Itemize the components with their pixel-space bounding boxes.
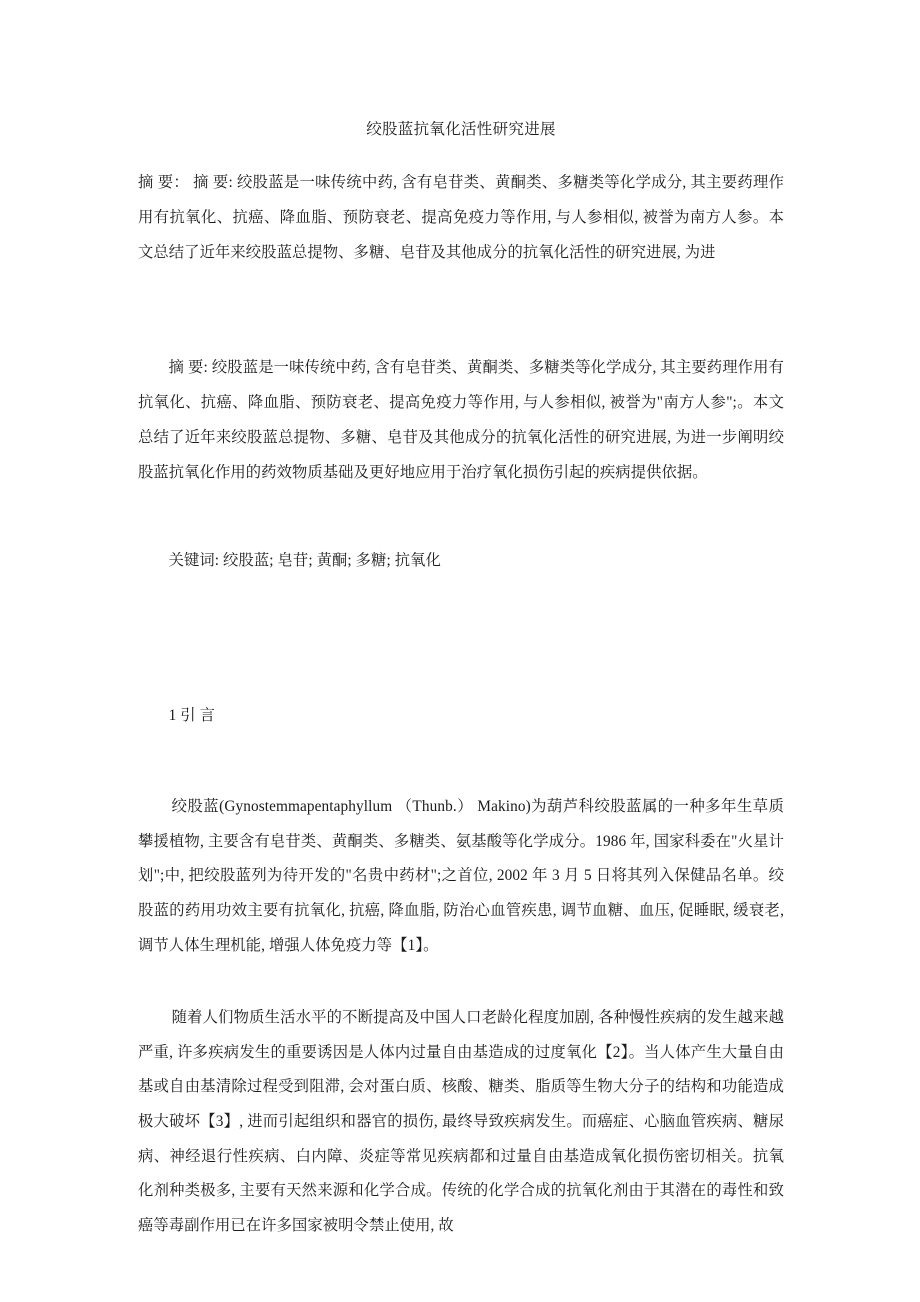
body-paragraph-1: 绞股蓝(Gynostemmapentaphyllum （Thunb.） Makino)为葫芦科绞股蓝属的一种多年生草质攀援植物, 主要含有皂苷类、黄酮类、多糖类、氨基酸等化学成分。1986 年, 国家科委在"火星计划";中, 把绞股蓝列为待开发的"名贵中药材";之首位, 2002 年 3 月 5 日将其列入保健品名单。绞股蓝的药用功效主要有抗氧化, 抗癌, 降血脂, 防治心血管疾患, 调节血糖、血压, 促睡眠, 缓衰老, 调节人体生理机能, 增强人体免疫力等【1】。	[138, 798, 788, 954]
abstract-block-primary: 摘 要： 摘 要: 绞股蓝是一味传统中药, 含有皂苷类、黄酮类、多糖类等化学成分, 其主要药理作用有抗氧化、抗癌、降血脂、预防衰老、提高免疫力等作用, 与人参相似, 被誉为南方人参。本文总结了近年来绞股蓝总提物、多糖、皂苷及其他成分的抗氧化活性的研究进展, 为进	[138, 174, 784, 262]
abstract-block-secondary: 摘 要: 绞股蓝是一味传统中药, 含有皂苷类、黄酮类、多糖类等化学成分, 其主要药理作用有抗氧化、抗癌、降血脂、预防衰老、提高免疫力等作用, 与人参相似, 被誉为"南方人参";。本文总结了近年来绞股蓝总提物、多糖、皂苷及其他成分的抗氧化活性的研究进展, 为进一步阐明绞股蓝抗氧化作用的药效物质基础及更好地应用于治疗氧化损伤引起的疾病提供依据。	[138, 359, 784, 482]
keywords-line: 关键词: 绞股蓝; 皂苷; 黄酮; 多糖; 抗氧化	[168, 552, 441, 570]
document-content	[138, 0, 788, 1243]
body-paragraph-2: 随着人们物质生活水平的不断提高及中国人口老龄化程度加剧, 各种慢性疾病的发生越来越严重, 许多疾病发生的重要诱因是人体内过量自由基造成的过度氧化【2】。当人体产生大量自由基或自由基清除过程受到阻滞, 会对蛋白质、核酸、糖类、脂质等生物大分子的结构和功能造成极大破坏【3】, 进而引起组织和器官的损伤, 最终导致疾病发生。而癌症、心脑血管疾病、糖尿病、神经退行性疾病、白内障、炎症等常见疾病都和过量自由基造成氧化损伤密切相关。抗氧化剂种类极多, 主要有天然来源和化学合成。传统的化学合成的抗氧化剂由于其潜在的毒性和致癌等毒副作用已在许多国家被明令禁止使用, 故	[138, 1009, 784, 1234]
page-title: 绞股蓝抗氧化活性研究进展	[366, 121, 556, 138]
section-heading-introduction: 1 引 言	[168, 707, 215, 725]
